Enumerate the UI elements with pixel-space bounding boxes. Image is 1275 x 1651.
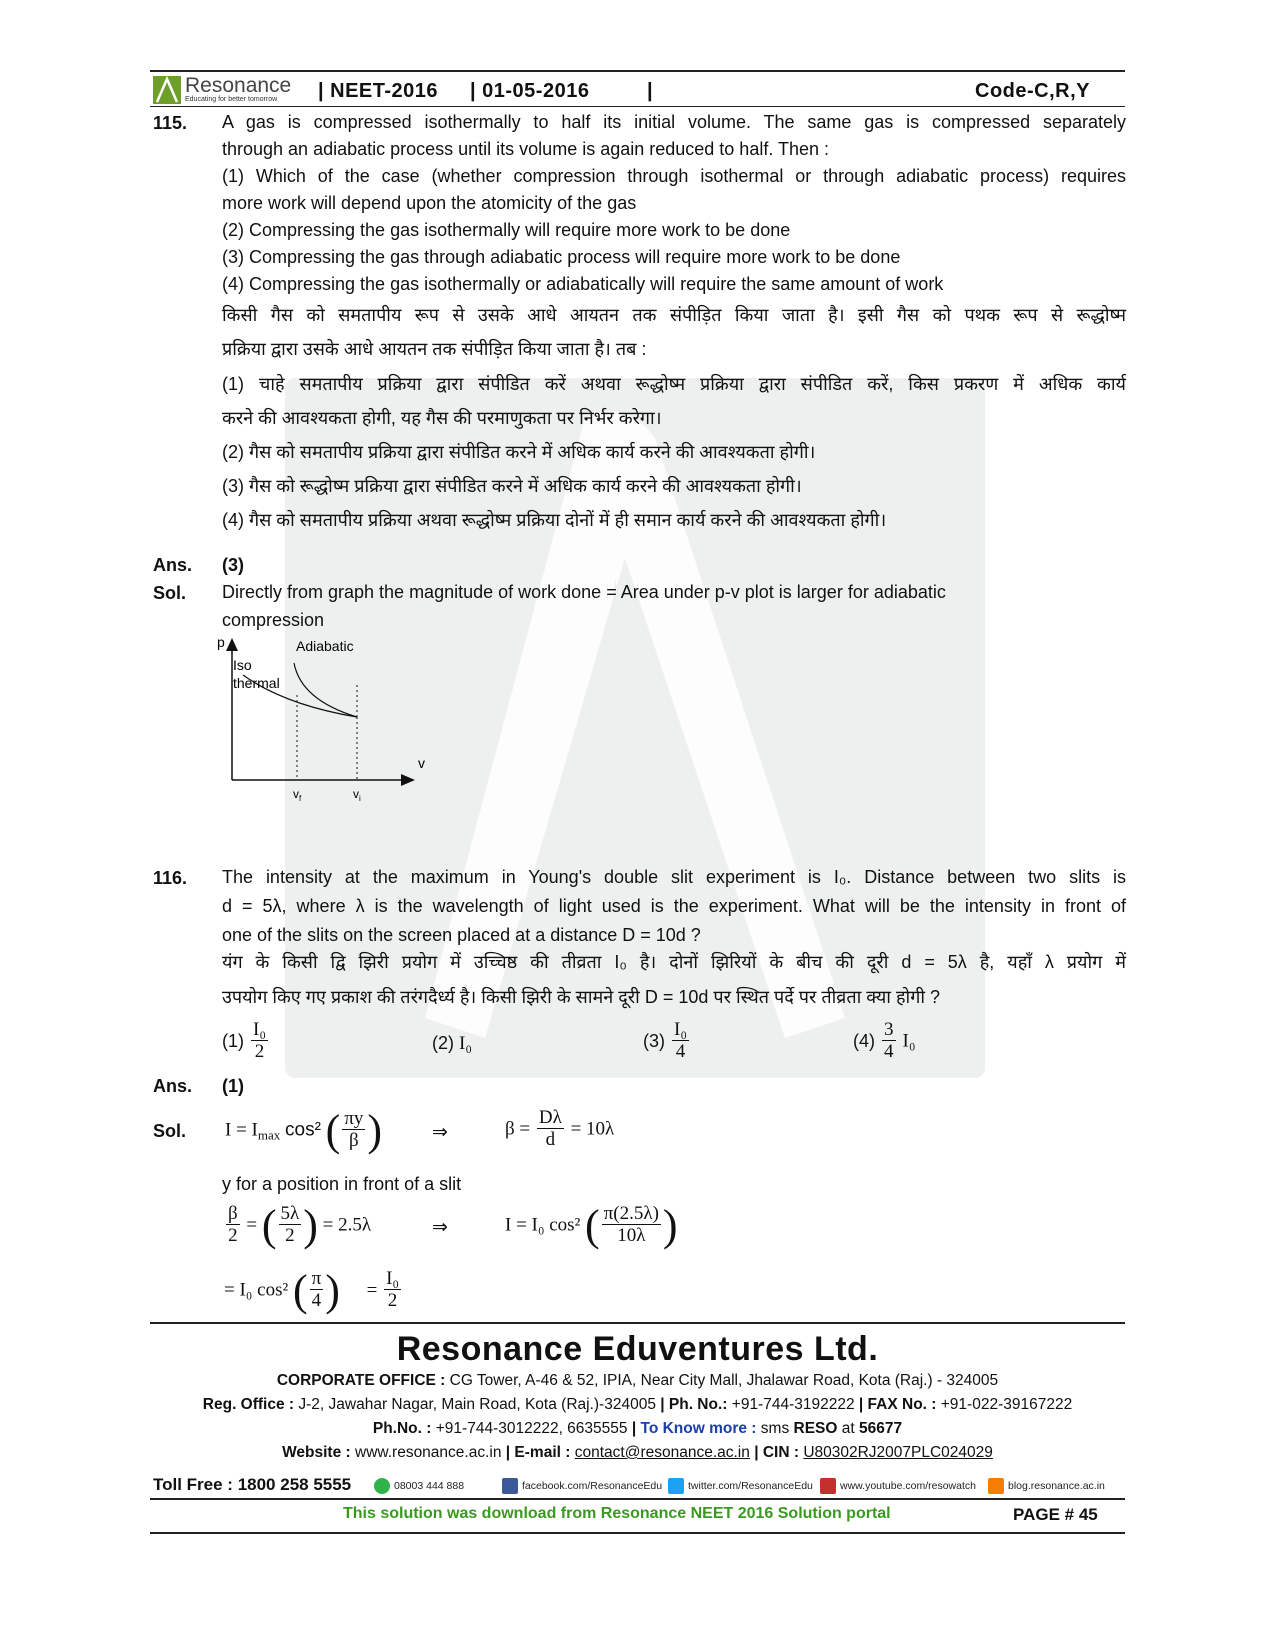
option-fraction: $\frac{\text{I₀}}{2}$ <box>253 1019 266 1062</box>
twitter-link[interactable] <box>668 1478 813 1494</box>
text-line: one of the slits on the screen placed at a distance D = 10d ? <box>222 925 701 945</box>
header-top-rule <box>150 70 1125 72</box>
question-text-english <box>222 865 1126 947</box>
eq-equals: = <box>246 1214 258 1236</box>
blog-link[interactable] <box>988 1478 1105 1494</box>
paren-left: ( <box>585 1201 600 1250</box>
text-line: through an adiabatic process until its volume is again reduced to half. Then : <box>222 139 830 159</box>
youtube-icon <box>820 1478 836 1494</box>
eq-fraction: $\frac{\pi y}{\beta}$ <box>344 1108 364 1151</box>
option-label: (1) <box>222 1031 244 1051</box>
exam-name: | NEET-2016 <box>318 80 439 102</box>
vf-label: $v_f$ <box>293 787 302 803</box>
youtube-link[interactable] <box>820 1478 976 1494</box>
solution-text: y for a position in front of a slit <box>222 1174 462 1194</box>
text-line: प्रक्रिया द्वारा उसके आधे आयतन तक संपीड़ित किया जाता है। तब : <box>222 339 647 359</box>
answer-value: (3) <box>222 555 244 575</box>
question-text-english <box>222 110 1126 296</box>
sms-keyword: RESO <box>793 1420 838 1437</box>
cin-number: U80302RJ2007PLC024029 <box>803 1444 993 1461</box>
separator: | <box>631 1420 637 1437</box>
question-text-hindi <box>222 950 1126 1009</box>
text-line: compression <box>222 610 325 630</box>
equation-result <box>224 1265 403 1316</box>
portal-note: This solution was download from Resonance NEET 2016 Solution portal <box>343 1505 891 1522</box>
graph-x-label: v <box>418 755 425 771</box>
footer-bottom-rule <box>150 1532 1125 1534</box>
facebook-link[interactable] <box>502 1478 662 1494</box>
twitter-icon <box>668 1478 684 1494</box>
option-2 <box>432 1033 472 1055</box>
equation-intensity-slit <box>505 1200 678 1251</box>
website-label: Website : <box>282 1444 351 1461</box>
blog-url: blog.resonance.ac.in <box>1008 1479 1105 1492</box>
vi-label: $v_i$ <box>353 787 361 803</box>
text-line: (2) गैस को समतापीय प्रक्रिया द्वारा संपीडित करने में अधिक कार्य करने की आवश्यकता होगी। <box>222 442 816 462</box>
paper-code: Code-C,R,Y <box>975 80 1090 102</box>
text-line: A gas is compressed isothermally to half its initial volume. The same gas is compressed separately <box>222 112 1126 132</box>
corporate-address: CG Tower, A-46 & 52, IPIA, Near City Mall, Jhalawar Road, Kota (Raj.) - 324005 <box>449 1372 999 1389</box>
website-link[interactable]: www.resonance.ac.in <box>355 1444 502 1461</box>
phone-number: +91-744-3192222 <box>731 1396 855 1413</box>
answer-value: (1) <box>222 1076 244 1096</box>
corporate-label: CORPORATE OFFICE : <box>276 1372 446 1389</box>
y-axis-arrow-icon <box>226 638 238 651</box>
resonance-logo <box>153 76 308 106</box>
option-value: I₀ <box>459 1033 472 1054</box>
equation-intensity <box>225 1105 382 1156</box>
phone2-numbers: +91-744-3012222, 6635555 <box>435 1420 628 1437</box>
paren-right: ) <box>662 1201 678 1250</box>
twitter-url: twitter.com/ResonanceEdu <box>688 1479 813 1492</box>
pv-diagram <box>215 635 435 820</box>
facebook-icon <box>502 1478 518 1494</box>
x-axis-arrow-icon <box>401 774 415 786</box>
cin-label: | CIN : <box>754 1444 799 1461</box>
phone2-label: Ph.No. : <box>372 1420 432 1437</box>
eq-fraction: $\frac{\beta}{2}$ <box>228 1203 238 1246</box>
footer-mid-rule <box>150 1498 1125 1500</box>
company-name: Resonance Eduventures Ltd. <box>396 1330 879 1368</box>
eq-lhs: β = <box>505 1118 531 1140</box>
paren-right: ) <box>325 1266 340 1315</box>
eq-rhs: = 2.5λ <box>322 1214 372 1236</box>
toll-free-number: Toll Free : 1800 258 5555 <box>153 1475 352 1494</box>
text-line: (4) Compressing the gas isothermally or adiabatically will require the same amount of work <box>222 274 944 294</box>
eq-fraction: $\frac{\text{I₀}}{2}$ <box>386 1268 400 1311</box>
text-line: उपयोग किए गए प्रकाश की तरंगदैर्ध्य है। किसी झिरी के सामने दूरी D = 10d पर स्थित पर्दे पर तीव्रता क्या होगी ? <box>222 987 940 1007</box>
isothermal-label-1: Iso <box>233 657 252 673</box>
graph-y-label: p <box>217 635 225 650</box>
header-bottom-rule <box>150 106 1125 107</box>
know-more-label: To Know more : <box>640 1420 757 1437</box>
text-line: किसी गैस को समतापीय रूप से उसके आधे आयतन तक संपीड़ित किया जाता है। इसी गैस को पथक रूप से रूद्धोष्म <box>222 305 1126 325</box>
option-fraction: $\frac{3}{4}$ <box>884 1019 894 1062</box>
facebook-url: facebook.com/ResonanceEdu <box>522 1479 663 1492</box>
whatsapp-contact[interactable] <box>374 1478 464 1494</box>
solution-text <box>222 580 1126 632</box>
paren-right: ) <box>303 1201 318 1250</box>
reg-label: Reg. Office : <box>202 1396 295 1413</box>
solution-label: Sol. <box>153 583 187 603</box>
option-4 <box>853 1020 915 1063</box>
paren-right: ) <box>367 1106 383 1155</box>
eq-fraction: $\frac{\pi(2.5\lambda)}{10\lambda}$ <box>603 1203 659 1246</box>
fax-label: | FAX No. : <box>858 1396 937 1413</box>
logo-mark-icon <box>153 76 181 104</box>
question-number: 115. <box>153 113 188 133</box>
corporate-office <box>150 1372 1125 1390</box>
option-label: (4) <box>853 1031 875 1051</box>
eq-cos: cos² <box>285 1119 321 1141</box>
web-line <box>150 1444 1125 1462</box>
equation-beta-half <box>224 1200 371 1251</box>
eq-lhs: I = I₀ cos² <box>505 1214 581 1236</box>
text-line: The intensity at the maximum in Young's double slit experiment is I₀. Distance between two slits is <box>222 867 1126 887</box>
paren-left: ( <box>261 1201 277 1250</box>
text-line: (3) Compressing the gas through adiabatic process will require more work to be done <box>222 247 901 267</box>
option-label: (2) <box>432 1033 454 1053</box>
logo-tagline: Educating for better tomorrow <box>185 96 278 103</box>
reg-address: J-2, Jawahar Nagar, Main Road, Kota (Raj.)-324005 <box>298 1396 656 1413</box>
text-line: (2) Compressing the gas isothermally will require more work to be done <box>222 220 791 240</box>
contact-line <box>150 1420 1125 1438</box>
text-line: करने की आवश्यकता होगी, यह गैस की परमाणुकता पर निर्भर करेगा। <box>222 408 662 428</box>
sms-text: sms <box>760 1420 790 1437</box>
adiabatic-label: Adiabatic <box>296 638 354 654</box>
implies-symbol: ⇒ <box>432 1217 448 1238</box>
exam-date: | 01-05-2016 <box>470 80 590 102</box>
text-line: यंग के किसी द्वि झिरी प्रयोग में उच्चिष्ठ की तीव्रता I₀ है। दोनों झिरियों के बीच की दूरी d = 5λ है, यहाँ λ प्रयोग में <box>222 952 1126 972</box>
logo-name: Resonance <box>185 74 292 97</box>
whatsapp-number: 08003 444 888 <box>394 1479 465 1492</box>
isothermal-label-2: thermal <box>233 675 280 691</box>
text-line: Directly from graph the magnitude of work done = Area under p-v plot is larger for adiabatic <box>222 582 946 602</box>
option-fraction: $\frac{\text{I₀}}{4}$ <box>674 1019 687 1062</box>
eq-fraction: $\frac{5\lambda}{2}$ <box>280 1203 300 1246</box>
text-line: (3) गैस को रूद्धोष्म प्रक्रिया द्वारा संपीडित करने में अधिक कार्य करने की आवश्यकता होगी। <box>222 476 802 496</box>
solution-label: Sol. <box>153 1121 187 1141</box>
equation-fringe-width <box>505 1108 614 1151</box>
adiabatic-curve <box>294 663 357 717</box>
question-text-hindi <box>222 303 1126 532</box>
youtube-url: www.youtube.com/resowatch <box>840 1479 976 1492</box>
option-1 <box>222 1020 270 1063</box>
page-number: PAGE # 45 <box>1013 1505 1098 1524</box>
email-label: | E-mail : <box>505 1444 571 1461</box>
text-line: (4) गैस को समतापीय प्रक्रिया अथवा रूद्धोष्म प्रक्रिया दोनों में ही समान कार्य करने की आवश्यकता होगी। <box>222 510 887 530</box>
whatsapp-icon <box>374 1478 390 1494</box>
implies-symbol: ⇒ <box>432 1122 448 1143</box>
paren-left: ( <box>325 1106 341 1155</box>
text-line: (1) चाहे समतापीय प्रक्रिया द्वारा संपीडित करें अथवा रूद्धोष्म प्रक्रिया द्वारा संपीडित करें, किस प्रकरण में अधिक कार्य <box>222 374 1126 394</box>
registered-office <box>150 1396 1125 1414</box>
text-line: more work will depend upon the atomicity of the gas <box>222 193 637 213</box>
sms-at: at <box>841 1420 855 1437</box>
phone-label: | Ph. No.: <box>660 1396 728 1413</box>
text-line: d = 5λ, where λ is the wavelength of light used is the experiment. What will be the intensity in front of <box>222 896 1126 916</box>
question-number: 116. <box>153 868 188 888</box>
header-separator: | <box>647 80 654 102</box>
eq-sub: max <box>257 1127 281 1143</box>
eq-lhs: I = I <box>225 1119 258 1141</box>
blog-icon <box>988 1478 1004 1494</box>
answer-label: Ans. <box>153 1076 193 1096</box>
eq-fraction: $\frac{D\lambda}{d}$ <box>538 1107 562 1150</box>
paren-left: ( <box>292 1266 308 1315</box>
eq-lhs: = I₀ cos² <box>224 1279 289 1301</box>
text-line: (1) Which of the case (whether compression through isothermal or through adiabatic process) requires <box>222 166 1126 186</box>
eq-rhs: = 10λ <box>570 1118 615 1140</box>
option-label: (3) <box>643 1031 665 1051</box>
option-tail: I₀ <box>902 1030 916 1052</box>
option-3 <box>643 1020 691 1063</box>
email-link[interactable]: contact@resonance.ac.in <box>574 1444 750 1461</box>
footer-top-rule <box>150 1322 1125 1324</box>
eq-equals: = <box>366 1279 378 1301</box>
eq-fraction: $\frac{\pi}{4}$ <box>311 1268 322 1311</box>
sms-number: 56677 <box>859 1420 903 1437</box>
fax-number: +91-022-39167222 <box>940 1396 1073 1413</box>
answer-label: Ans. <box>153 555 193 575</box>
